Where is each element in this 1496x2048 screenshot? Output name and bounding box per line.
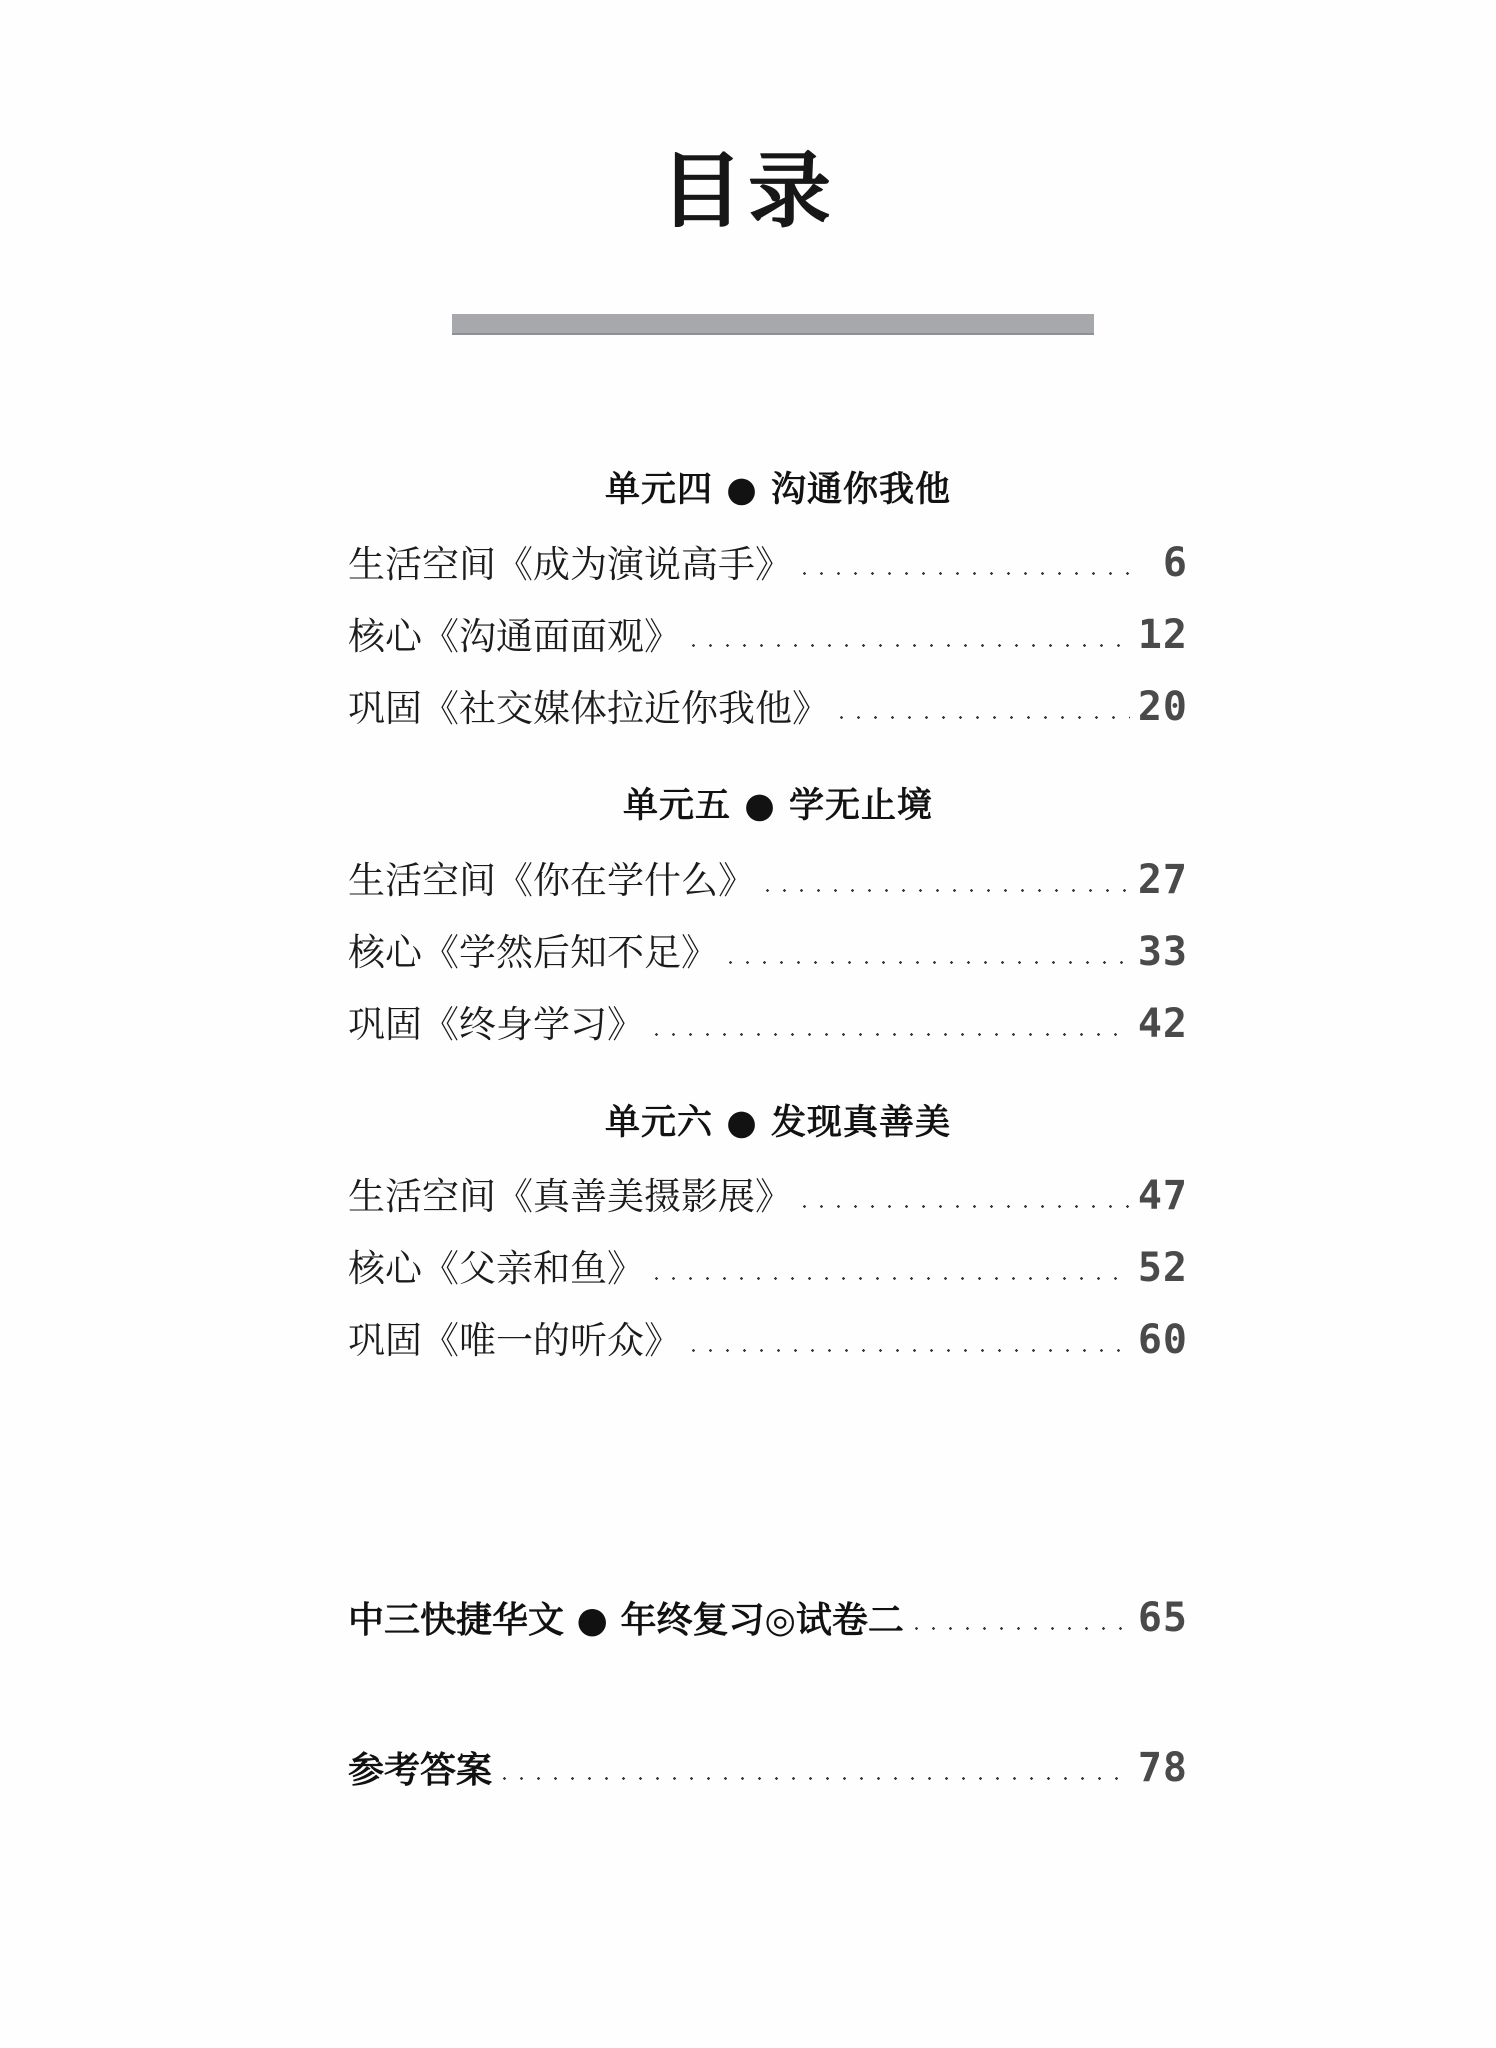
toc-entry[interactable] (348, 929, 1188, 975)
toc-entry[interactable] (348, 612, 1188, 658)
unit-heading-6: 单元六 ● 发现真善美 (605, 1102, 951, 1143)
toc-entry-exam-paper[interactable] (348, 1595, 1188, 1641)
toc-entry-page: 27 (1137, 856, 1188, 903)
toc-entry[interactable] (348, 540, 1188, 586)
dot-leader (796, 1185, 1130, 1215)
toc-entry-page: 78 (1137, 1745, 1188, 1791)
toc-entry-label: 生活空间《你在学什么》 (348, 858, 755, 902)
toc-entry-label: 核心《父亲和鱼》 (348, 1247, 644, 1291)
toc-entry-page: 60 (1137, 1316, 1188, 1363)
toc-entry-label: 生活空间《真善美摄影展》 (348, 1175, 792, 1219)
toc-entry-label: 生活空间《成为演说高手》 (348, 542, 792, 586)
dot-leader (648, 1013, 1130, 1043)
unit-heading-4: 单元四 ● 沟通你我他 (605, 470, 951, 510)
toc-entry-page: 52 (1137, 1244, 1188, 1291)
toc-entry-label: 中三快捷华文 ● 年终复习◎试卷二 (348, 1599, 904, 1641)
toc-entry-page: 33 (1137, 928, 1188, 975)
dot-leader (759, 869, 1130, 899)
toc-entry-answer-key[interactable] (348, 1745, 1188, 1791)
dot-leader (685, 624, 1130, 654)
toc-entry[interactable] (348, 1245, 1188, 1291)
page-title: 目录 (659, 143, 836, 239)
unit-heading-5: 单元五 ● 学无止境 (623, 786, 933, 827)
toc-entry-label: 巩固《社交媒体拉近你我他》 (348, 686, 829, 730)
toc-entry-label: 参考答案 (348, 1749, 493, 1791)
toc-entry[interactable] (348, 1173, 1188, 1219)
unit-block-5 (348, 786, 1188, 1046)
dot-leader (833, 696, 1130, 726)
unit-block-4 (348, 470, 1188, 730)
toc-entry-page: 6 (1162, 540, 1188, 587)
toc-entry-page: 47 (1137, 1172, 1188, 1219)
exam-paper-row-wrapper (348, 1595, 1188, 1641)
dot-leader (722, 941, 1130, 971)
dot-leader (648, 1257, 1130, 1287)
toc-entry-list (348, 470, 1188, 1363)
toc-entry[interactable] (348, 684, 1188, 730)
toc-entry-page: 42 (1137, 1000, 1188, 1047)
title-underline-rule (452, 314, 1094, 335)
dot-leader (496, 1757, 1130, 1787)
toc-entry[interactable] (348, 1317, 1188, 1363)
toc-entry-label: 核心《学然后知不足》 (348, 930, 718, 974)
dot-leader (685, 1329, 1130, 1359)
toc-entry[interactable] (348, 857, 1188, 903)
toc-entry[interactable] (348, 1001, 1188, 1047)
toc-entry-page: 12 (1137, 612, 1188, 659)
dot-leader (796, 552, 1130, 582)
toc-entry-page: 20 (1137, 684, 1188, 731)
toc-entry-page: 65 (1137, 1595, 1188, 1641)
answer-key-row-wrapper (348, 1745, 1188, 1791)
toc-entry-label: 核心《沟通面面观》 (348, 614, 681, 658)
toc-entry-label: 巩固《终身学习》 (348, 1002, 644, 1046)
toc-header (0, 143, 1496, 239)
unit-block-6 (348, 1103, 1188, 1363)
toc-entry-label: 巩固《唯一的听众》 (348, 1319, 681, 1363)
dot-leader (908, 1607, 1130, 1637)
